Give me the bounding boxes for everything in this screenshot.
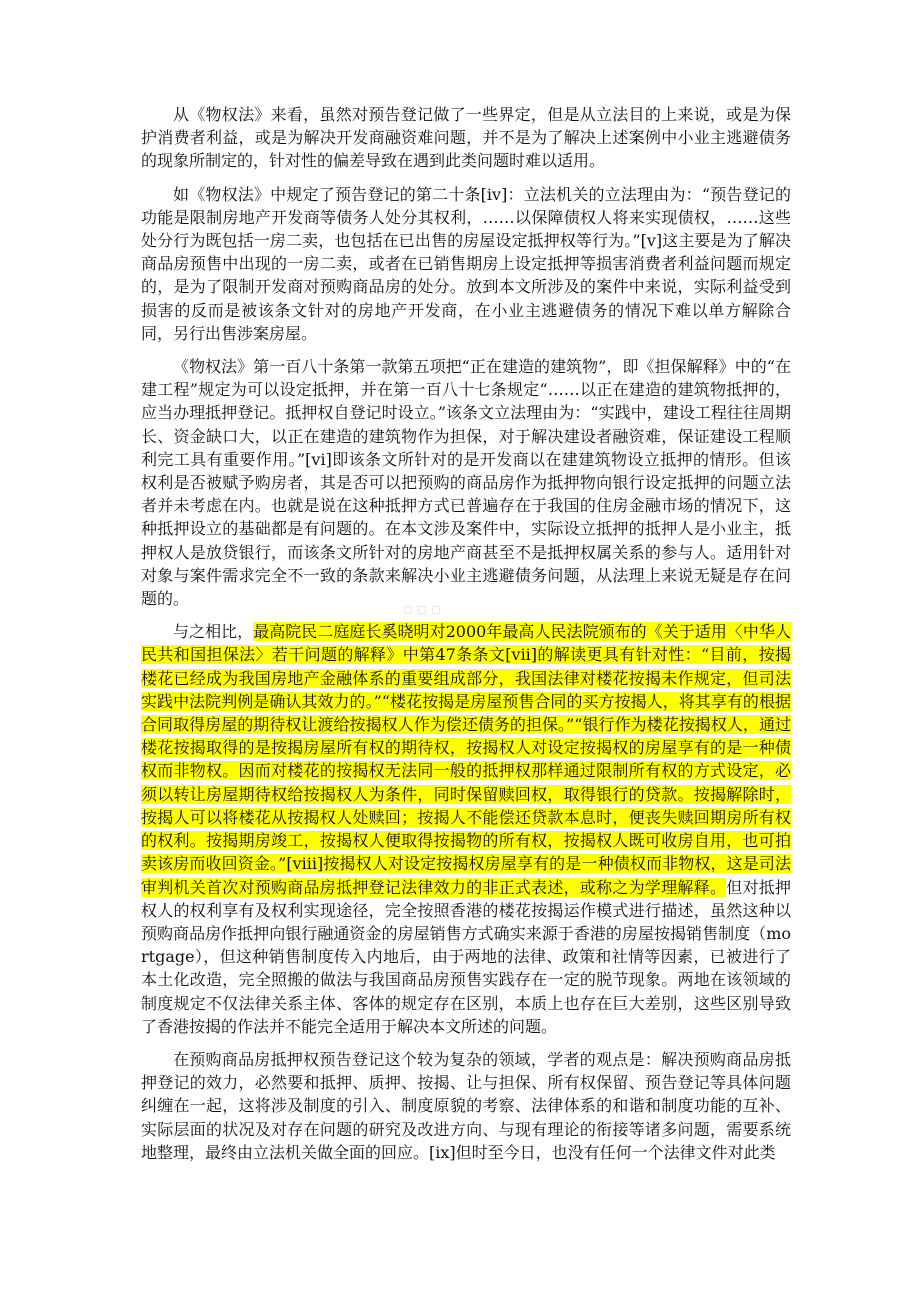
paragraph [141, 183, 791, 345]
text-run: 《物权法》第一百八十条第一款第五项把“正在建造的建筑物”，即《担保解释》中的“在建工程”规定为可以设定抵押，并在第一百八十七条规定“……以正在建造的建筑物抵押的，应当办理抵押登记。抵押权自登记时设立。”该条文立法理由为：“实践中，建设工程往往周期长、资金缺口大，以正在建造的建筑物作为担保，对于解决建设者融资难，保证建设工程顺利完工具有重要作用。”[vi]即该条文所针对的是开发商以在建建筑物设立抵押的情形。但该权利是否被赋予购房者，其是否可以把预购的商品房作为抵押物向银行设定抵押的问题立法者并未考虑在内。也就是说在这种抵押方式已普遍存在于我国的住房金融市场的情况下，这种抵押设立的基础都是有问题的。在本文涉及案件中，实际设立抵押的抵押人是小业主，抵押权人是放贷银行，而该条文所针对的房地产商甚至不是抵押权属关系的参与人。适用针对对象与案件需求完全不一致的条款来解决小业主逃避债务问题，从法理上来说无疑是存在问题的。 [141, 357, 791, 609]
paragraph [141, 620, 791, 1038]
text-run: 在预购商品房抵押权预告登记这个较为复杂的领域，学者的观点是：解决预购商品房抵押登记的效力，必然要和抵押、质押、按揭、让与担保、所有权保留、预告登记等具体问题纠缠在一起，这将涉及制度的引入、制度原貌的考察、法律体系的和谐和制度功能的互补、实际层面的状况及对存在问题的研究及改进方向、与现有理论的衔接等诸多问题，需要系统地整理，最终由立法机关做全面的回应。[ix]但时至今日，也没有任何一个法律文件对此类 [141, 1049, 791, 1162]
watermark [404, 606, 450, 616]
text-run: 如《物权法》中规定了预告登记的第二十条[iv]：立法机关的立法理由为：“预告登记的功能是限制房地产开发商等债务人处分其权利，……以保障债权人将来实现债权，……这些处分行为既包括一房二卖，也包括在已出售的房屋设定抵押权等行为。”[v]这主要是为了解决商品房预售中出现的一房二卖，或者在已销售期房上设定抵押等损害消费者利益问题而规定的，是为了限制开发商对预购商品房的处分。放到本文所涉及的案件中来说，实际利益受到损害的反而是被该条文针对的房地产开发商，在小业主逃避债务的情况下难以单方解除合同，另行出售涉案房屋。 [141, 184, 791, 343]
highlighted-text: 最高院民二庭庭长奚晓明对2000年最高人民法院颁布的《关于适用〈中华人民共和国担保法〉若干问题的解释》中第47条条文[vii]的解读更具有针对性：“目前，按揭楼花已经成为我国房地产金融体系的重要组成部分，我国法律对楼花按揭未作规定，但司法实践中法院判例是确认其效力的。”“楼花按揭是房屋预售合同的买方按揭人，将其享有的根据合同取得房屋的期待权让渡给按揭权人作为偿还债务的担保。”“银行作为楼花按揭权人，通过楼花按揭取得的是按揭房屋所有权的期待权，按揭权人对设定按揭权的房屋享有的是一种债权而非物权。因而对楼花的按揭权无法同一般的抵押权那样通过限制所有权的方式设定，必须以转让房屋期待权给按揭权人为条件，同时保留赎回权，取得银行的贷款。按揭解除时，按揭人可以将楼花从按揭权人处赎回；按揭人不能偿还贷款本息时，便丧失赎回期房所有权的权利。按揭期房竣工，按揭权人便取得按揭物的所有权，按揭权人既可收房自用，也可拍卖该房而收回资金。”[viii]按揭权人对设定按揭权房屋享有的是一种债权而非物权，这是司法审判机关首次对预购商品房抵押登记法律效力的非正式表述，或称之为学理解释。 [141, 622, 791, 897]
body-text [141, 103, 791, 1174]
paragraph [141, 103, 791, 173]
paragraph [141, 355, 791, 610]
text-run: 从《物权法》来看，虽然对预告登记做了一些界定，但是从立法目的上来说，或是为保护消费者利益，或是为解决开发商融资难问题，并不是为了解决上述案例中小业主逃避债务的现象所制定的，针对性的偏差导致在遇到此类问题时难以适用。 [141, 105, 791, 171]
paragraph [141, 1048, 791, 1164]
text-run: 但对抵押权人的权利享有及权利实现途径，完全按照香港的楼花按揭运作模式进行描述，虽然这种以预购商品房作抵押向银行融通资金的房屋销售方式确实来源于香港的房屋按揭销售制度（mortgage），但这种销售制度传入内地后，由于两地的法律、政策和社情等因素，已被进行了本土化改造，完全照搬的做法与我国商品房预售实践存在一定的脱节现象。两地在该领域的制度规定不仅法律关系主体、客体的规定存在区别，本质上也存在巨大差别，这些区别导致了香港按揭的作法并不能完全适用于解决本文所述的问题。 [141, 877, 791, 1036]
text-run: 与之相比， [173, 622, 254, 642]
